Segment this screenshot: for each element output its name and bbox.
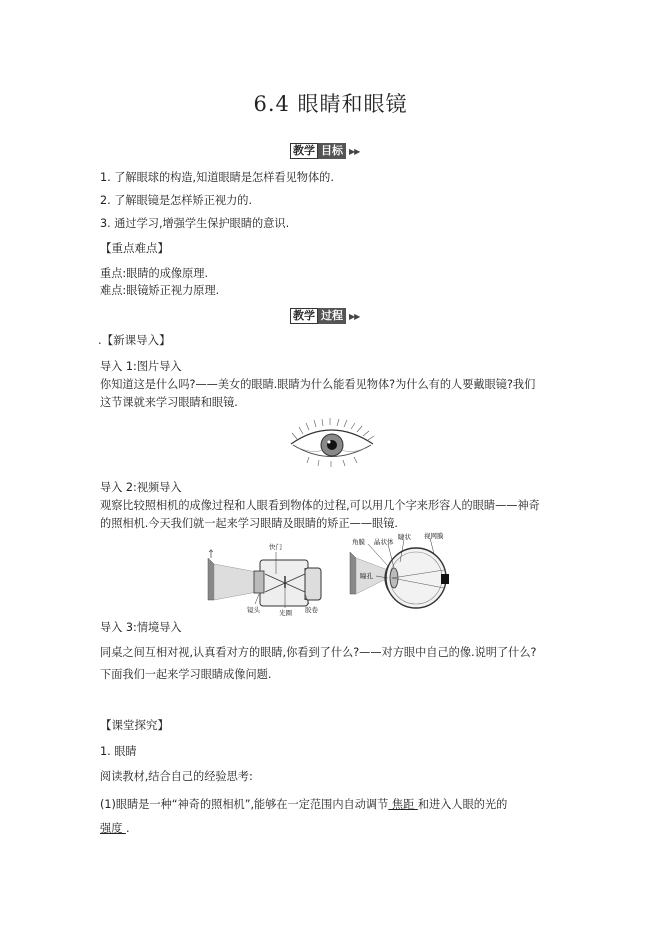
lead2-text: 的照相机.今天我们就一起来学习眼睛及眼睛的矫正——眼镜. <box>100 517 398 530</box>
teaching-goals-banner <box>290 143 359 159</box>
banner-label-left: 教学 <box>290 143 318 159</box>
goal-item: 3. 通过学习,增强学生保护眼睛的意识. <box>100 217 290 230</box>
label-film: 胶卷 <box>305 606 318 614</box>
lead3-text: 下面我们一起来学习眼睛成像问题. <box>100 668 272 681</box>
answer-blank: 强度 <box>100 822 126 835</box>
question-text: (1)眼睛是一种“神奇的照相机”,能够在一定范围内自动调节 <box>100 798 389 811</box>
lead2-title: 导入 2:视频导入 <box>100 481 182 494</box>
label-cornea: 角膜 <box>352 538 365 546</box>
double-arrow-icon: ▶▶ <box>349 311 360 321</box>
answer-blank: 焦距 <box>388 798 418 811</box>
goal-item: 2. 了解眼镜是怎样矫正视力的. <box>100 194 253 207</box>
lead3-title: 导入 3:情境导入 <box>100 621 182 634</box>
eye-photo <box>289 418 375 468</box>
lead3-text: 同桌之间互相对视,认真看对方的眼睛,你看到了什么?——对方眼中自己的像.说明了什么? <box>100 646 537 659</box>
question-text: 和进入人眼的光的 <box>417 798 508 811</box>
new-lesson-heading: .【新课导入】 <box>98 333 171 347</box>
goal-item: 1. 了解眼球的构造,知道眼睛是怎样看见物体的. <box>100 171 334 184</box>
banner-label-right: 过程 <box>318 308 346 324</box>
key-point-difficulty: 难点:眼镜矫正视力原理. <box>100 284 220 297</box>
label-ciliary: 睫状 <box>398 533 411 541</box>
label-retina: 视网膜 <box>424 532 444 540</box>
banner-label-left: 教学 <box>290 308 318 324</box>
page-title: 6.4 眼睛和眼镜 <box>253 92 408 116</box>
label-aperture: 光圈 <box>279 609 292 616</box>
question-text: . <box>125 822 130 835</box>
label-shutter: 快门 <box>269 543 282 551</box>
label-lens: 镜头 <box>247 606 260 614</box>
instruction-text: 阅读教材,结合自己的经验思考: <box>100 770 253 783</box>
eye-structure-diagram <box>348 532 458 616</box>
label-crystalline-lens: 晶状体 <box>374 538 394 546</box>
key-points-heading: 【重点难点】 <box>100 241 169 255</box>
teaching-process-banner <box>290 308 359 324</box>
question-1 <box>100 797 507 812</box>
class-explore-heading: 【课堂探究】 <box>100 718 169 732</box>
question-1-continued <box>100 821 130 836</box>
key-point-focus: 重点:眼睛的成像原理. <box>100 267 209 280</box>
banner-label-right: 目标 <box>318 143 346 159</box>
camera-diagram <box>205 538 330 616</box>
label-pupil: 瞳孔 <box>360 572 373 580</box>
double-arrow-icon: ▶▶ <box>349 146 360 156</box>
lead2-text: 观察比较照相机的成像过程和人眼看到物体的过程,可以用几个字来形容人的眼睛——神奇 <box>100 499 540 512</box>
section-title: 1. 眼睛 <box>100 745 137 758</box>
lead1-text: 这节课就来学习眼睛和眼镜. <box>100 396 238 409</box>
lead1-text: 你知道这是什么吗?——美女的眼睛.眼睛为什么能看见物体?为什么有的人要戴眼镜?我们 <box>100 378 536 391</box>
lead1-title: 导入 1:图片导入 <box>100 360 182 373</box>
